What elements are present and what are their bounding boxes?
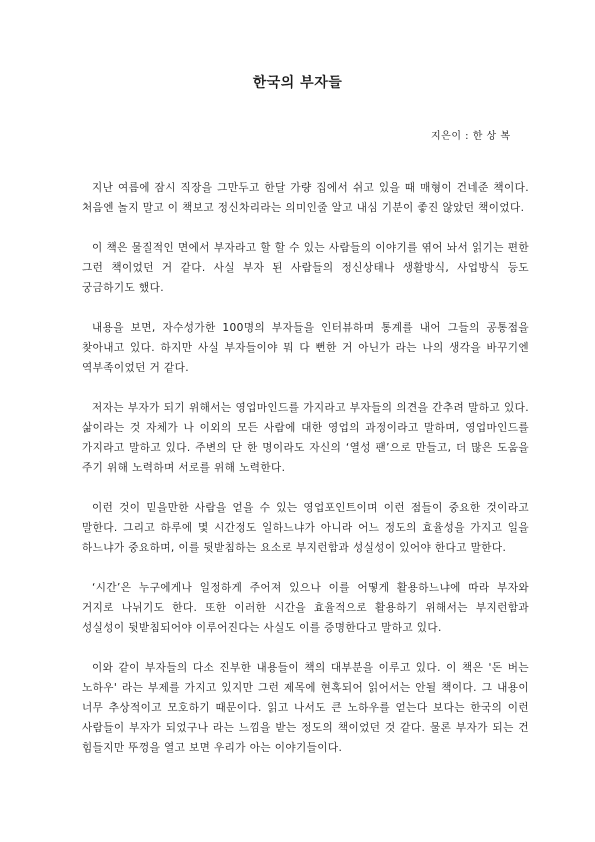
paragraph-3: 내용을 보면, 자수성가한 100명의 부자들을 인터뷰하며 통계를 내어 그들의 공통점을 찾아내고 있다. 하지만 사실 부자들이야 뭐 다 뻔한 거 아닌가 라는 나의 생각을 바꾸기엔 역부족이었던 거 같다. (82, 322, 529, 374)
paragraph-4: 저자는 부자가 되기 위해서는 영업마인드를 가지라고 부자들의 의견을 간추려 말하고 있다. 삶이라는 것 자체가 나 이외의 모든 사람에 대한 영업의 과정이라고 말하며, 영업마인드를 가지라고 말하고 있다. 주변의 단 한 명이라도 자신의 ‘열성 팬’으로 만들고, 더 많은 도움을 주기 위해 노력하며 서로를 위해 노력한다. (82, 402, 529, 474)
paragraph-2: 이 책은 물질적인 면에서 부자라고 할 할 수 있는 사람들의 이야기를 엮어 놔서 읽기는 편한 그런 책이었던 거 같다. 사실 부자 된 사람들의 정신상태나 생활방식, 사업방식 등도 궁금하기도 했다. (82, 242, 529, 294)
document-title: 한국의 부자들 (252, 75, 343, 91)
author-line: 지은이 : 한 상 복 (431, 131, 511, 142)
paragraph-1: 지난 여름에 잠시 직장을 그만두고 한달 가량 집에서 쉬고 있을 때 매형이 건네준 책이다. 처음엔 놀지 말고 이 책보고 정신차리라는 의미인줄 알고 내심 기분이 좋진 않았던 책이었다. (82, 182, 529, 214)
paragraph-7: 이와 같이 부자들의 다소 진부한 내용들이 책의 대부분을 이루고 있다. 이 책은 '돈 버는 노하우' 라는 부제를 가지고 있지만 그런 제목에 현혹되어 읽어서는 안될 책이다. 그 내용이 너무 추상적이고 모호하기 때문이다. 읽고 나서도 큰 노하우를 얻는다 보다는 한국의 이런 사람들이 부자가 되었구나 라는 느낌을 받는 정도의 책이었던 것 같다. 물론 부자가 되는 건 힘들지만 뚜껑을 열고 보면 우리가 아는 이야기들이다. (82, 662, 529, 754)
document-body (82, 178, 529, 778)
paragraph-5: 이런 것이 믿을만한 사람을 얻을 수 있는 영업포인트이며 이런 점들이 중요한 것이라고 말한다. 그리고 하루에 몇 시간정도 일하느냐가 아니라 어느 정도의 효율성을 가지고 일을 하느냐가 중요하며, 이를 뒷받침하는 요소로 부지런함과 성실성이 있어야 한다고 말한다. (82, 502, 529, 554)
paragraph-6: ‘시간’은 누구에게나 일정하게 주어져 있으나 이를 어떻게 활용하느냐에 따라 부자와 거지로 나뉘기도 한다. 또한 이러한 시간을 효율적으로 활용하기 위해서는 부지런함과 성실성이 뒷받침되어야 이루어진다는 사실도 이를 증명한다고 말하고 있다. (82, 582, 529, 634)
